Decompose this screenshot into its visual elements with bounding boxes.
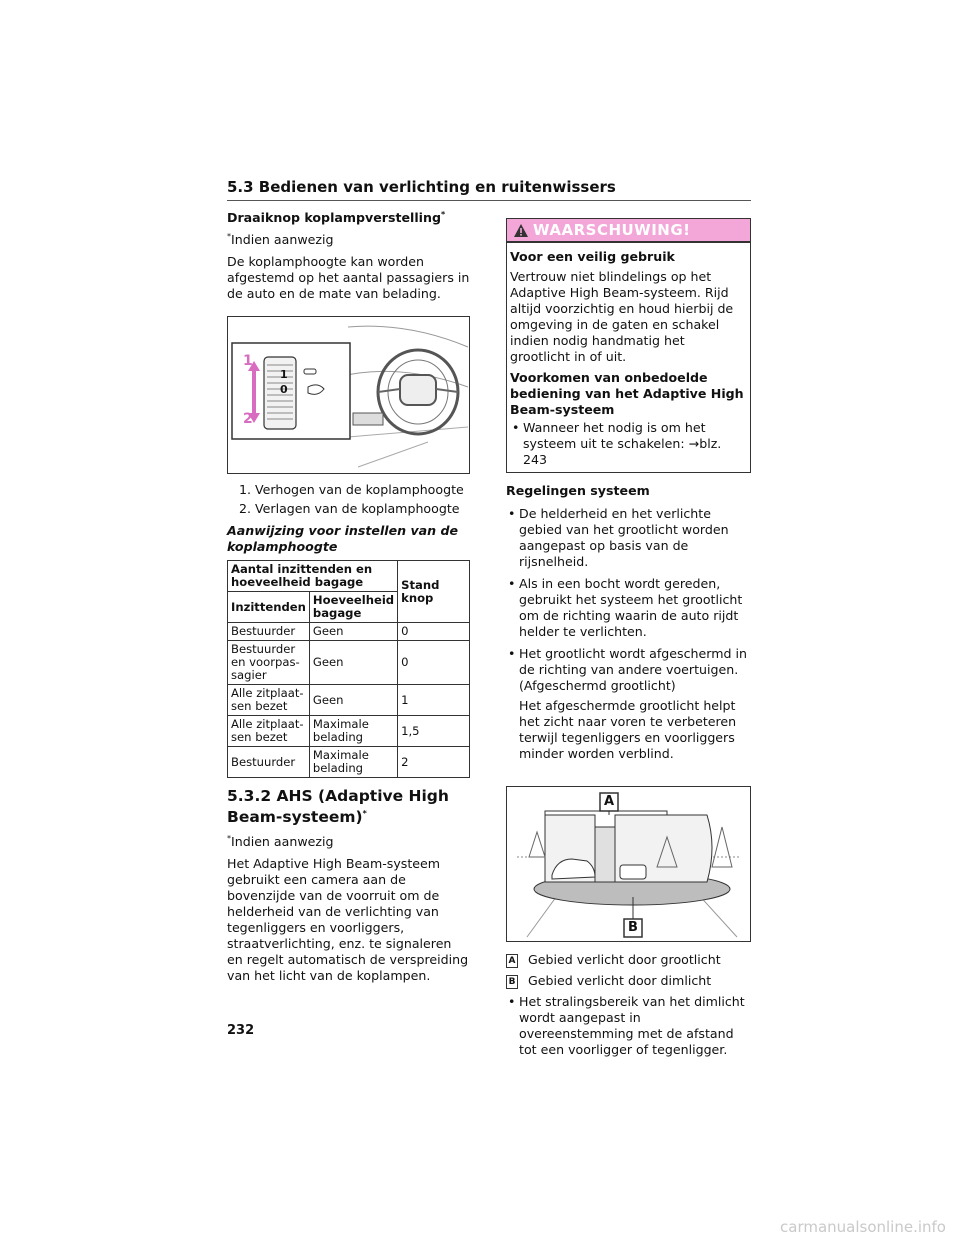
table-header-group: Aantal inzittenden en hoeveelheid bagage bbox=[228, 561, 398, 592]
table-cell: Alle zitplaat- sen bezet bbox=[228, 716, 310, 747]
guide-heading: Aanwijzing voor instellen van de koplamphoogte bbox=[227, 523, 459, 554]
list-item-extra: Het afgeschermde grootlicht helpt het zicht naar voren te verbeteren terwijl tegenliggers en voorliggers minder worden verblind. bbox=[519, 698, 737, 761]
figure-leveling-dial bbox=[227, 316, 470, 474]
table-row bbox=[228, 641, 470, 685]
table-row bbox=[228, 716, 470, 747]
table-cell: Bestuurder en voorpas- sagier bbox=[228, 641, 310, 685]
preceding-car-icon bbox=[620, 865, 646, 879]
list-item: • De helderheid en het verlichte gebied van het grootlicht worden aangepast op basis van de rijsnelheid. bbox=[506, 506, 751, 570]
leveling-steps bbox=[227, 482, 470, 517]
load-table bbox=[227, 560, 470, 778]
intro-paragraph: De koplamphoogte kan worden afgestemd op het aantal passagiers in de auto en de mate van belading. bbox=[227, 254, 470, 301]
table-row bbox=[228, 623, 470, 641]
warning-triangle-icon bbox=[513, 223, 529, 238]
table-cell: Geen bbox=[309, 623, 397, 641]
warning-title: WAARSCHUWING! bbox=[533, 221, 691, 239]
table-cell: 1 bbox=[398, 685, 470, 716]
legend-key: B bbox=[506, 975, 518, 989]
table-header-luggage: Hoeveelheid bagage bbox=[309, 592, 397, 623]
table-cell: Maximale belading bbox=[309, 747, 397, 778]
left-column bbox=[227, 210, 470, 990]
list-item: • Wanneer het nodig is om het systeem uit te schakelen: →blz. 243 bbox=[510, 420, 747, 468]
ahs-body: Het Adaptive High Beam-systeem gebruikt een camera aan de bovenzijde van de voorruit om de helderheid van de verlichting van tegenliggers en voorliggers, straatverlichting, enz. te signaleren en regelt automatisch de verspreiding van het licht van de koplampen. bbox=[227, 856, 469, 983]
legend-key: A bbox=[506, 954, 518, 968]
table-cell: 0 bbox=[398, 623, 470, 641]
section-header: 5.3 Bedienen van verlichting en ruitenwissers bbox=[227, 178, 751, 201]
table-cell: Geen bbox=[309, 641, 397, 685]
warning-sub2: Voorkomen van onbedoelde bediening van het Adaptive High Beam-systeem bbox=[510, 370, 744, 417]
table-cell: 2 bbox=[398, 747, 470, 778]
table-row bbox=[228, 747, 470, 778]
figure-label-b: B bbox=[628, 920, 638, 935]
page-number: 232 bbox=[227, 1023, 255, 1038]
table-cell: Maximale belading bbox=[309, 716, 397, 747]
list-item: • Het grootlicht wordt afgeschermd in de richting van andere voertuigen. (Afgeschermd grootlicht) Het afgeschermde grootlicht helpt het zicht naar voren te verbeteren terwijl tegenliggers en voorliggers minder worden verblind. bbox=[506, 646, 751, 762]
table-header-occupants: Inzittenden bbox=[228, 592, 310, 623]
table-cell: Bestuurder bbox=[228, 747, 310, 778]
list-item: • Als in een bocht wordt gereden, gebruikt het systeem het grootlicht om de richting waarin de auto rijdt helder te verlichten. bbox=[506, 576, 751, 640]
table-cell: Bestuurder bbox=[228, 623, 310, 641]
list-item: 1. Verhogen van de koplamphoogte bbox=[239, 482, 464, 497]
table-cell: 0 bbox=[398, 641, 470, 685]
table-cell: 1,5 bbox=[398, 716, 470, 747]
figure-beam-areas bbox=[506, 786, 751, 942]
heading-ahs: 5.3.2 AHS (Adaptive High Beam-systeem)* bbox=[227, 787, 449, 826]
footnote-available: *Indien aanwezig bbox=[227, 231, 334, 247]
right-column bbox=[506, 218, 751, 1064]
legend-text: Gebied verlicht door dimlicht bbox=[528, 973, 712, 988]
table-row bbox=[228, 685, 470, 716]
table-header-knob: Stand knop bbox=[398, 561, 470, 623]
dial-mark-0: 0 bbox=[280, 383, 288, 396]
legend-row bbox=[506, 973, 751, 989]
warning-sub1: Voor een veilig gebruik bbox=[510, 249, 675, 264]
warning-bullets bbox=[510, 420, 747, 468]
list-item: 2. Verlagen van de koplamphoogte bbox=[239, 501, 460, 516]
heading-headlamp-leveling: Draaiknop koplampverstelling* bbox=[227, 209, 446, 225]
control-heading: Regelingen systeem bbox=[506, 483, 650, 498]
control-bullets bbox=[506, 506, 751, 762]
dashboard-illustration bbox=[228, 317, 469, 473]
watermark: carmanualsonline.info bbox=[780, 1218, 946, 1236]
final-bullets bbox=[506, 994, 751, 1058]
table-cell: Alle zitplaat- sen bezet bbox=[228, 685, 310, 716]
table-cell: Geen bbox=[309, 685, 397, 716]
legend-row bbox=[506, 952, 751, 968]
legend-text: Gebied verlicht door grootlicht bbox=[528, 952, 721, 967]
footnote-available-2: *Indien aanwezig bbox=[227, 833, 334, 849]
beam-illustration bbox=[507, 787, 750, 941]
warning-header bbox=[507, 219, 750, 243]
label-down: 2 bbox=[243, 411, 253, 427]
warning-box bbox=[506, 218, 751, 473]
warning-text1: Vertrouw niet blindelings op het Adaptive High Beam-systeem. Rijd altijd voorzichtig en houd hierbij de omgeving in de gaten en schakel indien nodig handmatig het grootlicht in of uit. bbox=[510, 269, 734, 364]
dial-mark-1: 1 bbox=[280, 368, 288, 381]
list-item: • Het stralingsbereik van het dimlicht wordt aangepast in overeenstemming met de afstand tot een voorligger of tegenligger. bbox=[506, 994, 751, 1058]
label-up: 1 bbox=[243, 353, 253, 369]
figure-label-a: A bbox=[604, 794, 615, 809]
warning-body bbox=[507, 243, 750, 472]
